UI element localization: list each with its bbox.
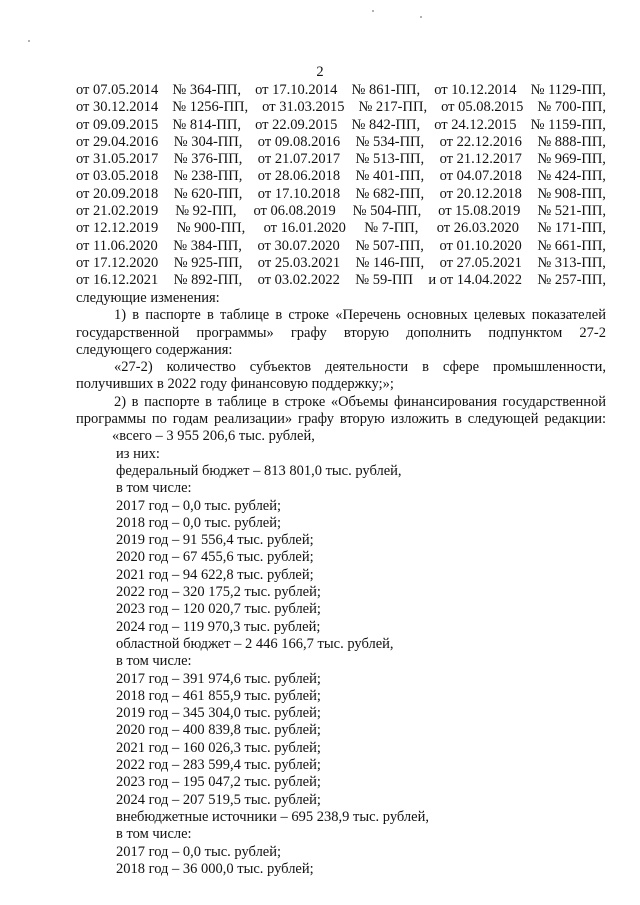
financing-line: 2018 год – 36 000,0 тыс. рублей; [116, 860, 314, 877]
decree-date: от 31.03.2015 [262, 99, 345, 116]
decree-number: № 1129-ПП, [530, 82, 606, 98]
scan-speck [420, 16, 422, 18]
financing-line: «всего – 3 955 206,6 тыс. рублей, [112, 428, 315, 445]
financing-line: 2021 год – 94 622,8 тыс. рублей; [116, 566, 314, 583]
decree-date: от 21.12.2017 [439, 151, 522, 168]
decree-date: от 10.12.2014 [434, 82, 517, 98]
decree-row [76, 117, 606, 134]
decree-date: от 22.12.2016 [439, 133, 522, 150]
financing-line: 2017 год – 0,0 тыс. рублей; [116, 843, 282, 860]
decree-number: № 217-ПП, [358, 99, 428, 116]
decree-date: от 22.09.2015 [255, 116, 338, 133]
decree-number: № 364-ПП, [172, 82, 241, 98]
decree-list [76, 82, 606, 290]
financing-line: 2023 год – 195 047,2 тыс. рублей; [116, 774, 321, 791]
decree-date: от 21.07.2017 [257, 151, 341, 168]
decree-number: № 7-ПП, [364, 220, 419, 237]
decree-date: от 17.12.2020 [76, 254, 159, 271]
financing-line: 2018 год – 0,0 тыс. рублей; [116, 514, 282, 531]
decree-date: от 20.12.2018 [439, 185, 522, 202]
decree-row [76, 151, 606, 168]
decree-row [76, 272, 606, 289]
financing-line: 2022 год – 320 175,2 тыс. рублей; [116, 584, 321, 601]
decree-number: № 313-ПП, [537, 254, 606, 271]
decree-number: № 92-ПП, [175, 203, 237, 220]
decree-number: № 238-ПП, [173, 168, 243, 185]
decree-date: от 21.02.2019 [76, 203, 159, 220]
financing-line: 2024 год – 207 519,5 тыс. рублей; [116, 791, 321, 808]
scan-speck [28, 40, 30, 42]
decree-number: № 504-ПП, [352, 203, 422, 220]
financing-line: 2018 год – 461 855,9 тыс. рублей; [116, 687, 321, 704]
decree-number: № 969-ПП, [537, 151, 606, 168]
financing-line: из них: [116, 445, 160, 462]
decree-number: № 534-ПП, [355, 133, 425, 150]
financing-list [76, 428, 606, 878]
decree-number: № 171-ПП, [537, 220, 606, 237]
decree-number: № 620-ПП, [173, 185, 243, 202]
item2-line1: 2) в паспорте в таблице в строке «Объемы финансирования государственной [114, 393, 606, 410]
decree-date: от 07.05.2014 [76, 82, 159, 98]
financing-line: 2022 год – 283 599,4 тыс. рублей; [116, 757, 321, 774]
decree-number: № 146-ПП, [355, 254, 425, 271]
scan-speck [372, 10, 374, 12]
decree-number: № 513-ПП, [355, 151, 425, 168]
decree-date: от 11.06.2020 [76, 237, 158, 254]
decree-number: № 59-ПП [355, 272, 413, 289]
financing-line: 2020 год – 400 839,8 тыс. рублей; [116, 722, 321, 739]
decree-row [76, 220, 606, 237]
decree-number: № 304-ПП, [173, 133, 243, 150]
decree-row [76, 99, 606, 116]
financing-line: 2019 год – 345 304,0 тыс. рублей; [116, 705, 321, 722]
decree-date: от 25.03.2021 [257, 254, 341, 271]
decree-number: № 1159-ПП, [530, 116, 606, 133]
decree-number: № 888-ПП, [537, 133, 606, 150]
decree-number: № 1256-ПП, [172, 99, 249, 116]
item1-quote-line1: «27-2) количество субъектов деятельности в сфере промышленности, [114, 359, 606, 376]
decree-number: № 384-ПП, [173, 237, 242, 254]
decree-number: № 814-ПП, [172, 116, 241, 133]
decree-date: от 04.07.2018 [439, 168, 522, 185]
decree-number: № 507-ПП, [355, 237, 424, 254]
financing-line: 2023 год – 120 020,7 тыс. рублей; [116, 601, 321, 618]
decree-date: от 28.06.2018 [257, 168, 341, 185]
financing-line: федеральный бюджет – 813 801,0 тыс. рублей, [116, 462, 402, 479]
decree-row [76, 168, 606, 185]
decree-row [76, 203, 606, 220]
decree-number: № 257-ПП, [537, 272, 606, 289]
item1-quote-line2: получивших в 2022 году финансовую поддержку;»; [76, 376, 394, 393]
decree-date: от 09.08.2016 [257, 133, 341, 150]
changes-intro: следующие изменения: [76, 290, 220, 306]
decree-date: от 16.01.2020 [263, 220, 346, 237]
decree-date: от 06.08.2019 [253, 203, 336, 220]
decree-date: от 12.12.2019 [76, 220, 159, 237]
item1-line1: 1) в паспорте в таблице в строке «Перечень основных целевых показателей [114, 307, 606, 324]
decree-number: № 925-ПП, [173, 254, 243, 271]
financing-line: 2017 год – 0,0 тыс. рублей; [116, 497, 282, 514]
decree-number: № 424-ПП, [537, 168, 606, 185]
financing-line: 2021 год – 160 026,3 тыс. рублей; [116, 739, 321, 756]
decree-date: и от 14.04.2022 [428, 272, 522, 289]
decree-number: № 842-ПП, [351, 116, 421, 133]
decree-date: от 16.12.2021 [76, 272, 159, 289]
decree-date: от 05.08.2015 [441, 99, 524, 116]
item2-line2: программы по годам реализации» графу вторую изложить в следующей редакции: [76, 411, 606, 428]
decree-date: от 15.08.2019 [438, 203, 521, 220]
decree-date: от 09.09.2015 [76, 116, 159, 133]
decree-date: от 20.09.2018 [76, 185, 159, 202]
financing-line: в том числе: [116, 480, 192, 497]
financing-line: в том числе: [116, 826, 192, 843]
decree-number: № 682-ПП, [355, 185, 425, 202]
decree-date: от 30.07.2020 [257, 237, 340, 254]
document-body [76, 290, 606, 878]
item1-line3: следующего содержания: [76, 341, 233, 358]
financing-line: областной бюджет – 2 446 166,7 тыс. рублей, [116, 635, 394, 652]
decree-row [76, 186, 606, 203]
decree-date: от 17.10.2014 [255, 82, 338, 98]
decree-row [76, 82, 606, 99]
financing-line: внебюджетные источники – 695 238,9 тыс. рублей, [116, 808, 429, 825]
decree-number: № 401-ПП, [355, 168, 425, 185]
financing-line: 2024 год – 119 970,3 тыс. рублей; [116, 618, 321, 635]
decree-date: от 30.12.2014 [76, 99, 159, 116]
decree-date: от 31.05.2017 [76, 151, 159, 168]
decree-number: № 661-ПП, [537, 237, 606, 254]
decree-date: от 01.10.2020 [439, 237, 522, 254]
decree-date: от 27.05.2021 [439, 254, 522, 271]
decree-number: № 861-ПП, [351, 82, 421, 98]
decree-number: № 892-ПП, [173, 272, 243, 289]
page-number: 2 [316, 64, 324, 80]
decree-date: от 29.04.2016 [76, 133, 159, 150]
decree-number: № 521-ПП, [537, 203, 606, 220]
item1-line2: государственной программы» графу вторую дополнить подпунктом 27-2 [76, 324, 606, 341]
financing-line: 2017 год – 391 974,6 тыс. рублей; [116, 670, 321, 687]
decree-number: № 908-ПП, [537, 185, 606, 202]
financing-line: 2019 год – 91 556,4 тыс. рублей; [116, 532, 314, 549]
decree-row [76, 238, 606, 255]
decree-date: от 03.02.2022 [257, 272, 340, 289]
financing-line: в том числе: [116, 653, 192, 670]
decree-date: от 26.03.2020 [436, 220, 519, 237]
decree-date: от 17.10.2018 [257, 185, 341, 202]
decree-row [76, 134, 606, 151]
decree-number: № 376-ПП, [173, 151, 243, 168]
decree-number: № 700-ПП, [537, 99, 606, 116]
decree-date: от 03.05.2018 [76, 168, 159, 185]
decree-number: № 900-ПП, [176, 220, 246, 237]
financing-line: 2020 год – 67 455,6 тыс. рублей; [116, 549, 314, 566]
decree-row [76, 255, 606, 272]
decree-date: от 24.12.2015 [434, 116, 517, 133]
